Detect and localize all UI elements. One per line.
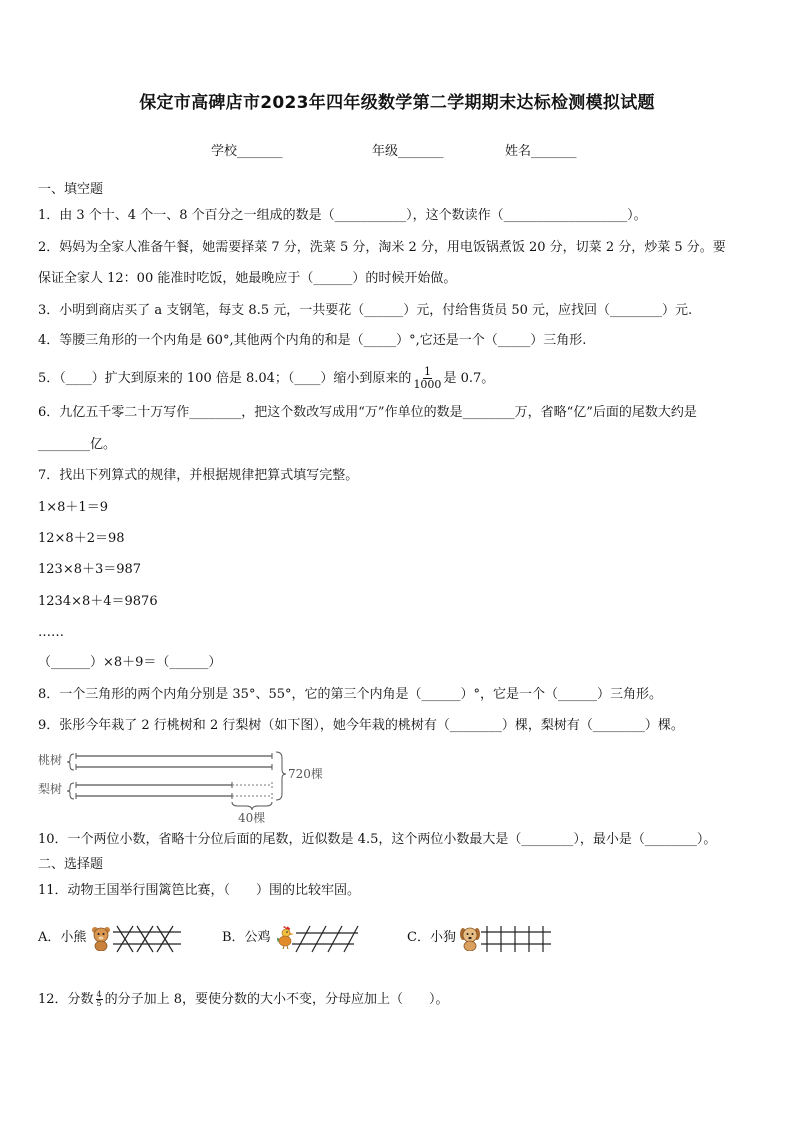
fraction-denominator: 5: [96, 999, 102, 1008]
question-5-text-after: 是 0.7。: [443, 371, 495, 386]
question-4: 4．等腰三角形的一个内角是 60°,其他两个内角的和是（_____）°,它还是一个（_____）三角形.: [38, 333, 587, 348]
fence-slant-pattern: [292, 924, 360, 954]
option-a: A．小熊: [38, 930, 87, 945]
total-brace: [276, 752, 286, 800]
equation-line: 12×8＋2＝98: [38, 531, 125, 546]
option-c: C．小狗: [407, 930, 456, 945]
fence-x-pattern: [113, 924, 181, 954]
question-1: 1．由 3 个十、4 个一、8 个百分之一组成的数是（___________），这个数读作（___________________）。: [38, 208, 647, 223]
fraction-1-1000: [413, 366, 441, 391]
question-2-line-1: 2．妈妈为全家人准备午餐，她需要择菜 7 分，洗菜 5 分，淘米 2 分，用电饭锅煮饭 20 分，切菜 2 分，炒菜 5 分。要: [38, 240, 726, 255]
peach-brace: [67, 754, 74, 770]
equation-line: 123×8＋3＝987: [38, 562, 142, 577]
page-title: 保定市高碑店市2023年四年级数学第二学期期末达标检测模拟试题: [139, 93, 655, 113]
total-label: 720棵: [288, 767, 323, 781]
question-7: 7．找出下列算式的规律，并根据规律把算式填写完整。: [38, 468, 359, 483]
equation-line: 1×8＋1＝9: [38, 500, 108, 515]
grade-field: 年级_______: [372, 144, 444, 159]
difference-brace: [232, 802, 272, 810]
equation-line: 1234×8＋4＝9876: [38, 594, 158, 609]
fraction-numerator: 1: [423, 365, 431, 378]
peach-label: 桃树: [38, 753, 63, 767]
bear-icon: [90, 925, 112, 951]
question-5-text-before: 5．（____）扩大到原来的 100 倍是 8.04；（____）缩小到原来的: [38, 371, 412, 386]
question-12-text-after: 的分子加上 8，要使分数的大小不变，分母应加上（ ）。: [104, 992, 449, 1007]
question-3: 3．小明到商店买了 a 支钢笔，每支 8.5 元，一共要花（______）元，付给售货员 50 元，应找回（________）元.: [38, 303, 693, 318]
equation-blank-line: （______）×8＋9＝（______）: [38, 655, 222, 670]
question-11: 11．动物王国举行围篱笆比赛，（ ）围的比较牢固。: [38, 883, 361, 898]
school-field: 学校_______: [211, 144, 283, 159]
pear-label: 梨树: [38, 782, 63, 796]
option-b: B．公鸡: [222, 930, 271, 945]
ellipsis-line: ……: [38, 625, 64, 640]
question-12-text-before: 12．分数: [38, 992, 94, 1007]
question-6-line-2: ________亿。: [38, 437, 117, 452]
name-field: 姓名_______: [505, 144, 577, 159]
dog-icon: [459, 925, 481, 951]
fraction-numerator: 4: [96, 990, 102, 999]
section-choice-heading: 二、选择题: [38, 857, 104, 872]
fence-grid-pattern: [481, 924, 551, 954]
question-6-line-1: 6．九亿五千零二十万写作________，把这个数改写成用“万”作单位的数是________万，省略“亿”后面的尾数大约是: [38, 405, 697, 420]
section-fill-heading: 一、填空题: [38, 182, 104, 197]
question-9: 9．张彤今年栽了 2 行桃树和 2 行梨树（如下图），她今年栽的桃树有（________）棵，梨树有（________）棵。: [38, 718, 684, 733]
question-2-line-2: 保证全家人 12：00 能准时吃饭，她最晚应于（______）的时候开始做。: [38, 271, 457, 286]
question-8: 8．一个三角形的两个内角分别是 35°、55°，它的第三个内角是（______）°，它是一个（______）三角形。: [38, 687, 662, 702]
question-12: [38, 991, 449, 1009]
fraction-denominator: 1000: [413, 378, 442, 391]
difference-label: 40棵: [238, 811, 266, 824]
pear-brace: [67, 783, 74, 799]
fraction-4-5: [96, 991, 103, 1008]
question-5: [38, 366, 494, 391]
tree-diagram: [36, 746, 336, 824]
question-10: 10．一个两位小数，省略十分位后面的尾数，近似数是 4.5，这个两位小数最大是（________），最小是（________）。: [38, 832, 717, 847]
